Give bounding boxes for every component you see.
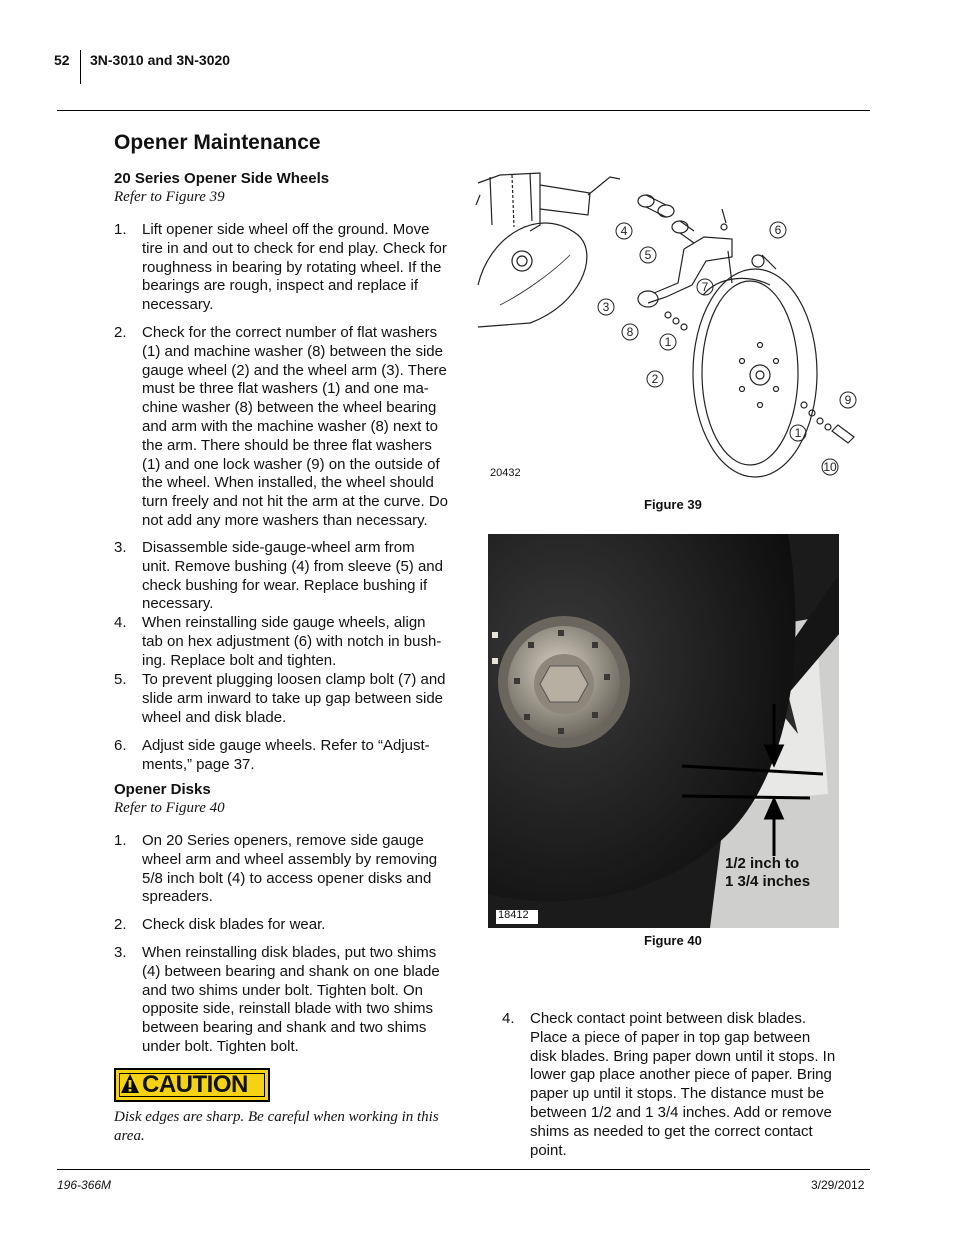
step-line: Check contact point between disk blades.: [530, 1010, 806, 1027]
step-text: [530, 1010, 835, 1160]
step-line: lower gap place another piece of paper. Bring: [530, 1066, 832, 1084]
step-line: and arm with the machine washer (8) next to: [142, 417, 438, 435]
document-title: 3N-3010 and 3N-3020: [90, 52, 231, 68]
callout-10: 10: [823, 460, 837, 474]
step-line: On 20 Series openers, remove side gauge: [142, 832, 424, 849]
step-line: necessary.: [142, 595, 214, 613]
step-line: To prevent plugging loosen clamp bolt (7) and: [142, 671, 446, 688]
caution-text-line: Disk edges are sharp. Be careful when working in this: [114, 1109, 439, 1125]
step-line: the arm. There should be three flat washers: [142, 436, 432, 454]
figure-39-caption: Figure 39: [644, 497, 702, 512]
figure-39-diagram: [470, 165, 870, 485]
step-number: 1.: [114, 221, 127, 238]
step-line: tab on hex adjustment (6) with notch in bush-: [142, 632, 442, 650]
step-line: Check disk blades for wear.: [142, 916, 326, 933]
caution-text: [114, 1108, 459, 1146]
caution-text-line: area.: [114, 1128, 145, 1144]
step-line: chine washer (8) between the wheel bearing: [142, 399, 437, 417]
step-line: between 1/2 and 1 3/4 inches. Add or remove: [530, 1103, 832, 1121]
step-text: [142, 832, 437, 907]
step-number: 4.: [502, 1010, 515, 1027]
step-text: [142, 944, 440, 1057]
step-line: gauge wheel (2) and the wheel arm (3). There: [142, 361, 447, 379]
step-number: 3.: [114, 944, 127, 961]
opener-disks-heading: Opener Disks: [114, 781, 211, 798]
step-line: check bushing for wear. Replace bushing if: [142, 576, 428, 594]
step-line: must be three flat washers (1) and one ma-: [142, 380, 429, 398]
step-line: under bolt. Tighten bolt.: [142, 1037, 299, 1055]
step-line: ing. Replace bolt and tighten.: [142, 651, 337, 669]
step-text: [142, 737, 430, 775]
step-line: shims as needed to get the correct contact: [530, 1122, 813, 1140]
callout-1-outer: 1: [794, 426, 802, 440]
step-text: [142, 221, 447, 315]
step-text: [142, 324, 448, 531]
footer-rule: [57, 1169, 870, 1170]
step-line: spreaders.: [142, 888, 213, 906]
step-line: disk blades. Bring paper down until it stops. In: [530, 1047, 836, 1065]
step-line: Disassemble side-gauge-wheel arm from: [142, 539, 415, 556]
measurement-label-line: 1/2 inch to: [725, 855, 800, 872]
step-line: 5/8 inch bolt (4) to access opener disks and: [142, 869, 432, 887]
callout-9: 9: [844, 393, 852, 407]
step-line: bearings are rough, inspect and replace if: [142, 277, 419, 295]
step-line: (1) and machine washer (8) between the side: [142, 342, 443, 360]
step-number: 2.: [114, 324, 127, 341]
step-line: turn freely and not hit the arm at the curve. Do: [142, 493, 448, 511]
step-line: not add any more washers than necessary.: [142, 511, 428, 529]
footer-part-number: 196-366M: [57, 1178, 112, 1192]
step-number: 6.: [114, 737, 127, 754]
step-line: (4) between bearing and shank on one blade: [142, 962, 440, 980]
step-line: paper up until it stops. The distance must be: [530, 1085, 825, 1103]
figure-40-caption: Figure 40: [644, 933, 702, 948]
figure-40-measurement-label: [725, 855, 810, 891]
footer-date: 3/29/2012: [811, 1178, 865, 1192]
side-wheels-heading: 20 Series Opener Side Wheels: [114, 170, 330, 187]
step-line: the wheel. When installed, the wheel should: [142, 474, 434, 492]
section-title: Opener Maintenance: [114, 131, 321, 154]
warning-triangle-icon: [120, 1073, 140, 1095]
step-text: [142, 916, 325, 935]
step-line: wheel arm and wheel assembly by removing: [142, 850, 438, 868]
step-line: When reinstalling side gauge wheels, align: [142, 614, 426, 631]
step-line: between bearing and shank and two shims: [142, 1019, 427, 1037]
step-line: Lift opener side wheel off the ground. Move: [142, 221, 430, 238]
callout-3: 3: [602, 300, 610, 314]
step-text: [142, 539, 443, 614]
step-line: roughness in bearing by rotating wheel. If the: [142, 258, 442, 276]
opener-disks-ref: Refer to Figure 40: [114, 800, 225, 816]
step-line: Check for the correct number of flat washers: [142, 324, 438, 341]
step-line: (1) and one lock washer (9) on the outside of: [142, 455, 440, 473]
callout-7: 7: [701, 280, 709, 294]
callout-8: 8: [626, 325, 634, 339]
step-line: tire in and out to check for end play. Check for: [142, 239, 447, 257]
step-line: When reinstalling disk blades, put two shims: [142, 944, 437, 961]
callout-2: 2: [651, 372, 659, 386]
step-line: wheel and disk blade.: [142, 708, 287, 726]
caution-label: CAUTION: [142, 1071, 248, 1098]
callout-4: 4: [620, 224, 628, 238]
page-number: 52: [54, 52, 70, 68]
figure-40-id: 18412: [498, 909, 529, 921]
step-number: 4.: [114, 614, 127, 631]
step-line: opposite side, reinstall blade with two shims: [142, 1000, 433, 1018]
step-line: slide arm inward to take up gap between side: [142, 689, 444, 707]
step-line: ments,” page 37.: [142, 755, 255, 773]
step-number: 3.: [114, 539, 127, 556]
step-text: [142, 671, 446, 727]
caution-sign: [114, 1068, 270, 1102]
callout-6: 6: [774, 223, 782, 237]
callout-1: 1: [664, 335, 672, 349]
header-divider: [80, 50, 81, 84]
step-line: Place a piece of paper in top gap between: [530, 1028, 811, 1046]
step-line: Adjust side gauge wheels. Refer to “Adjust-: [142, 737, 430, 754]
step-line: point.: [530, 1141, 567, 1159]
measurement-label-line: 1 3/4 inches: [725, 873, 811, 890]
step-line: necessary.: [142, 296, 214, 314]
step-line: unit. Remove bushing (4) from sleeve (5) and: [142, 557, 443, 575]
step-number: 5.: [114, 671, 127, 688]
side-wheels-ref: Refer to Figure 39: [114, 189, 225, 205]
step-text: [142, 614, 441, 670]
callout-5: 5: [644, 248, 652, 262]
figure-39-id: 20432: [490, 467, 521, 479]
step-line: and two shims under bolt. Tighten bolt. On: [142, 981, 423, 999]
step-number: 1.: [114, 832, 127, 849]
header-rule: [57, 110, 870, 111]
step-number: 2.: [114, 916, 127, 933]
